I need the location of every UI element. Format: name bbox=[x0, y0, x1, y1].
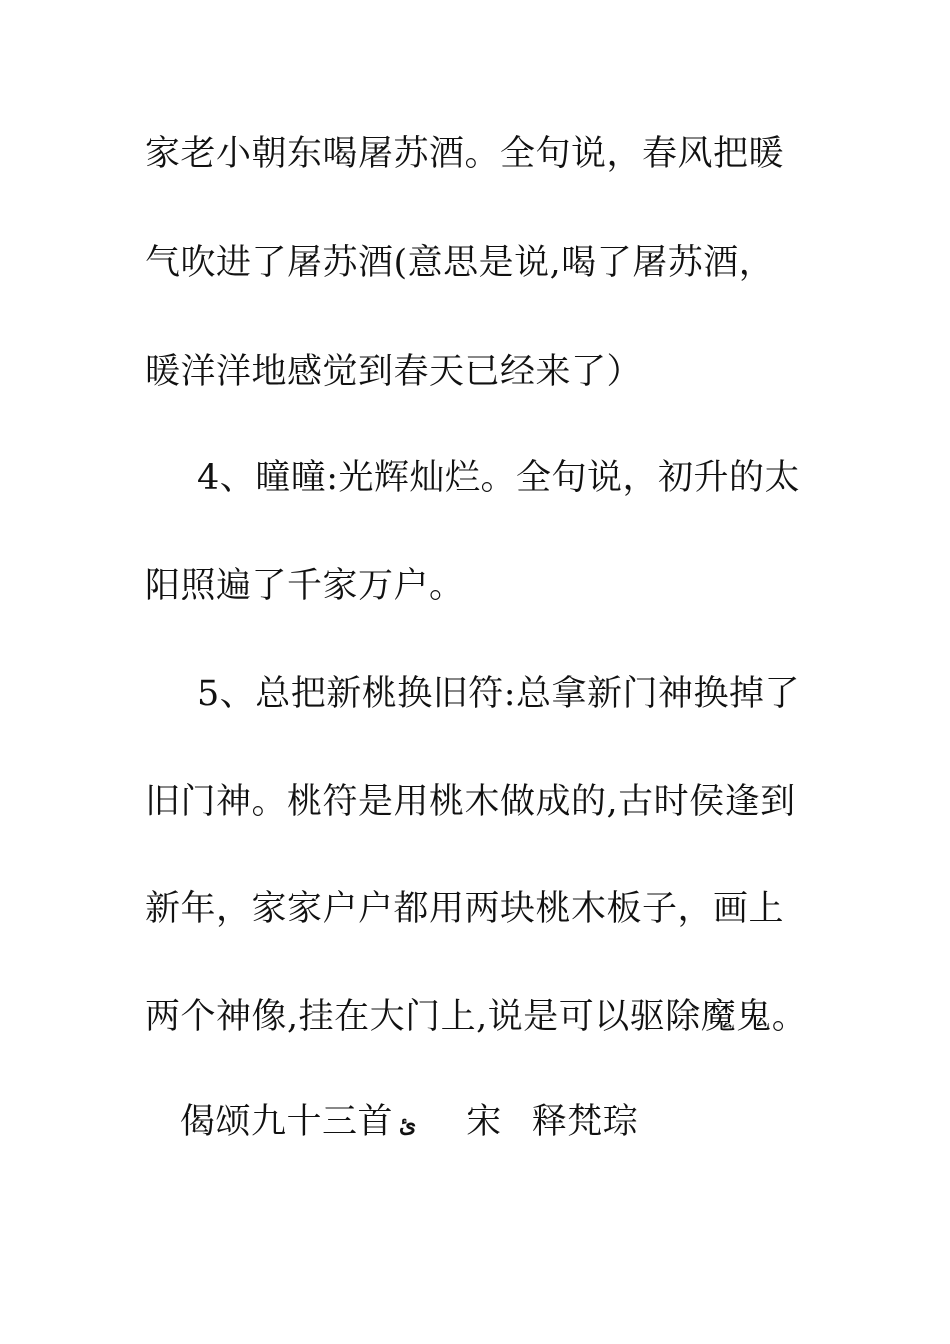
text-line: 两个神像,挂在大门上,说是可以驱除魔鬼。 bbox=[145, 997, 808, 1037]
text-line: 暖洋洋地感觉到春天已经来了） bbox=[145, 352, 643, 392]
poem-author: 释梵琮 bbox=[531, 1102, 639, 1142]
text-line: 5、总把新桃换旧符:总拿新门神换掉了 bbox=[197, 674, 801, 714]
text-line: 旧门神。桃符是用桃木做成的,古时侯逢到 bbox=[145, 782, 796, 822]
poem-heading bbox=[180, 1100, 638, 1147]
poem-title: 偈颂九十三首 bbox=[180, 1102, 394, 1142]
text-line: 阳照遍了千家万户。 bbox=[145, 566, 465, 606]
poem-dynasty: 宋 bbox=[466, 1102, 502, 1142]
text-line: 4、曈曈:光辉灿烂。全句说，初升的太 bbox=[197, 458, 801, 498]
text-line: 气吹进了屠苏酒(意思是说,喝了屠苏酒， bbox=[145, 243, 775, 283]
text-line: 家老小朝东喝屠苏酒。全句说，春风把暖 bbox=[145, 134, 785, 174]
text-line: 新年，家家户户都用两块桃木板子，画上 bbox=[145, 889, 785, 929]
ornament-glyph: ﺉ bbox=[399, 1112, 417, 1138]
